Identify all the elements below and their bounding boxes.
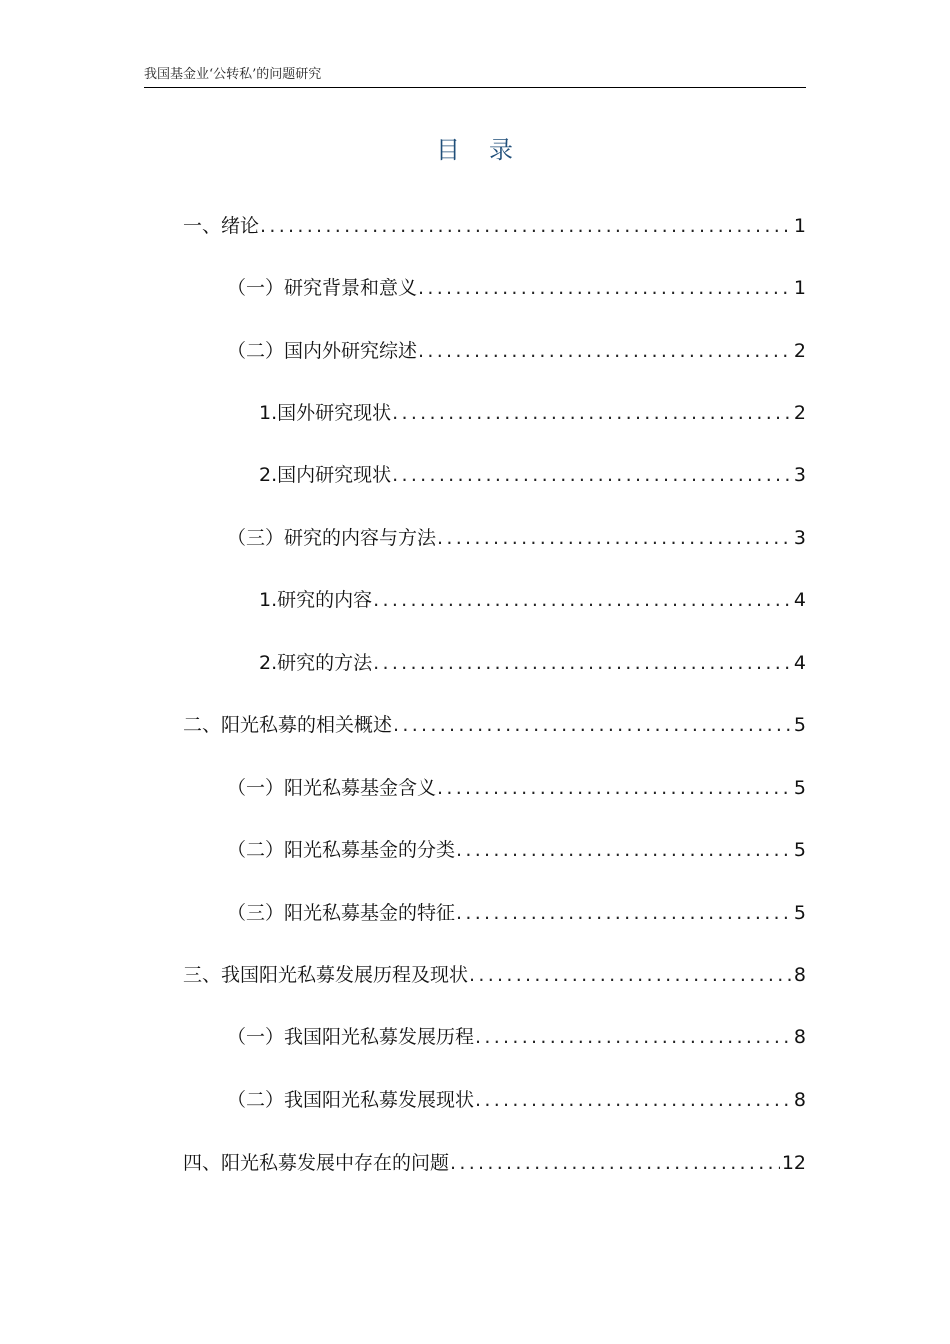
toc-title-char-1: 目: [436, 136, 461, 164]
toc-entry-label: （一）阳光私募基金含义: [227, 777, 437, 799]
dot-leader: [391, 398, 792, 428]
running-title: 我国基金业‘公转私’的问题研究: [144, 67, 322, 82]
toc-entry[interactable]: [227, 1022, 806, 1052]
toc-entry[interactable]: [227, 336, 806, 366]
toc-entry[interactable]: [259, 585, 806, 615]
dot-leader: [372, 648, 792, 678]
toc-entry-page: 5: [793, 839, 806, 861]
toc-entry[interactable]: [227, 1085, 806, 1115]
toc-entry-label: （三）阳光私募基金的特征: [227, 902, 456, 924]
toc-entry-page: 8: [793, 1026, 806, 1048]
toc-entry-label: （二）国内外研究综述: [227, 340, 418, 362]
dot-leader: [455, 898, 792, 928]
toc-entry-page: 5: [793, 714, 806, 736]
toc-entry[interactable]: [183, 710, 806, 740]
toc-entry-label: 1.国外研究现状: [259, 402, 392, 424]
dot-leader: [417, 336, 792, 366]
dot-leader: [372, 585, 792, 615]
toc-entry-label: （一）研究背景和意义: [227, 277, 418, 299]
toc-entry-page: 5: [793, 902, 806, 924]
toc-entry-page: 3: [793, 527, 806, 549]
toc-entry[interactable]: [259, 398, 806, 428]
toc-entry-label: 1.研究的内容: [259, 589, 373, 611]
toc-entry-label: 四、阳光私募发展中存在的问题: [183, 1152, 450, 1174]
toc-entry-page: 4: [793, 652, 806, 674]
toc-entry-page: 8: [793, 1089, 806, 1111]
toc-entry-label: 二、阳光私募的相关概述: [183, 714, 393, 736]
toc-entry[interactable]: [227, 898, 806, 928]
toc-entry[interactable]: [183, 211, 806, 241]
toc-entry-label: （二）阳光私募基金的分类: [227, 839, 456, 861]
toc-entry-label: 2.国内研究现状: [259, 464, 392, 486]
toc-entry-label: （二）我国阳光私募发展现状: [227, 1089, 475, 1111]
dot-leader: [474, 1085, 792, 1115]
toc-entry[interactable]: [183, 960, 806, 990]
dot-leader: [391, 460, 792, 490]
toc-entry-label: 三、我国阳光私募发展历程及现状: [183, 964, 469, 986]
toc-entry[interactable]: [227, 773, 806, 803]
dot-leader: [392, 710, 792, 740]
dot-leader: [436, 523, 792, 553]
dot-leader: [468, 960, 792, 990]
toc-entry[interactable]: [227, 273, 806, 303]
toc-entry[interactable]: [227, 523, 806, 553]
toc-entry-page: 8: [793, 964, 806, 986]
toc-entry-page: 2: [793, 340, 806, 362]
dot-leader: [474, 1022, 792, 1052]
toc-entry[interactable]: [259, 648, 806, 678]
toc-entry-page: 12: [781, 1152, 806, 1174]
toc-title-char-2: 录: [489, 136, 514, 164]
dot-leader: [259, 211, 792, 241]
dot-leader: [417, 273, 792, 303]
toc-entry-page: 1: [793, 215, 806, 237]
dot-leader: [455, 835, 792, 865]
toc-entry[interactable]: [259, 460, 806, 490]
toc-entry-label: （一）我国阳光私募发展历程: [227, 1026, 475, 1048]
toc-entry-page: 2: [793, 402, 806, 424]
toc-entry-page: 5: [793, 777, 806, 799]
dot-leader: [436, 773, 792, 803]
toc-entry[interactable]: [227, 835, 806, 865]
dot-leader: [449, 1148, 780, 1178]
toc-entry-page: 4: [793, 589, 806, 611]
toc-entry-page: 1: [793, 277, 806, 299]
toc-entry-label: （三）研究的内容与方法: [227, 527, 437, 549]
toc-entry-label: 一、绪论: [183, 215, 260, 237]
toc-entry[interactable]: [183, 1148, 806, 1178]
toc-entry-label: 2.研究的方法: [259, 652, 373, 674]
toc-entry-page: 3: [793, 464, 806, 486]
